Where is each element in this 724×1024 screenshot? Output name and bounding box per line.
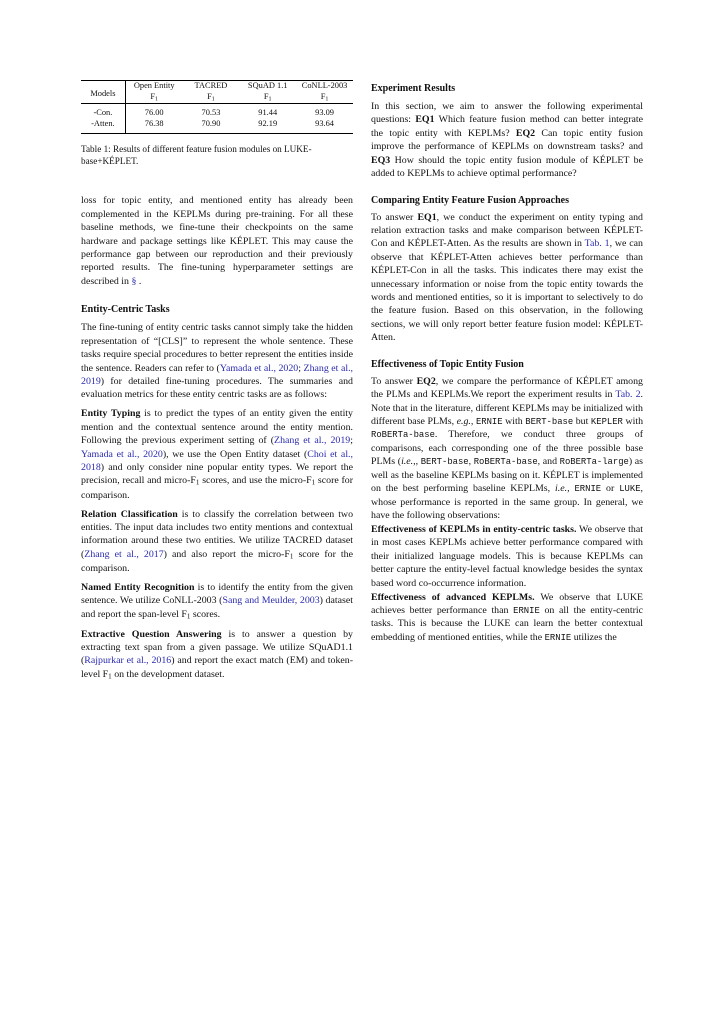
para-text: In this section, we aim to answer the following experimental questions: bbox=[371, 101, 643, 126]
model-name-bert-base: BERT-base bbox=[525, 417, 574, 428]
para-text: or bbox=[601, 483, 620, 495]
para-text: We observe that in most cases KEPLMs achieve better performance compared with their initialized language models. This is because KEPLMs can better capture the entity-level factual knowledge besides the syntax based word co-occurrence information. bbox=[371, 523, 643, 589]
table-row bbox=[81, 119, 353, 134]
two-column-layout bbox=[81, 80, 643, 682]
para-text: with bbox=[622, 416, 644, 428]
header-label-tacred: TACRED bbox=[194, 81, 228, 90]
para-text: score for comparison. bbox=[81, 475, 353, 501]
header-metric-tacred: $F_1$ bbox=[207, 91, 215, 102]
paragraph-eq1-answer bbox=[371, 211, 643, 345]
heading-comparing-fusion: Comparing Entity Feature Fusion Approaches bbox=[371, 194, 569, 206]
paragraph-lead-in: Effectiveness of advanced KEPLMs. bbox=[371, 591, 535, 603]
para-text: How should the topic entity fusion module of KÉPLET be added to KEPLMs to achieve optimal performance? bbox=[371, 154, 643, 180]
heading-entity-centric-tasks: Entity-Centric Tasks bbox=[81, 304, 170, 316]
para-text: , and bbox=[537, 456, 560, 468]
model-name-ernie: ERNIE bbox=[574, 484, 602, 495]
para-text: ) for detailed fine-tuning procedures. The summaries and evaluation metrics for these entity centric tasks are as follows: bbox=[81, 375, 353, 401]
cell-1-0: 76.38 bbox=[125, 119, 182, 134]
table-ref-link[interactable]: Tab. 2 bbox=[615, 389, 641, 401]
table-header-squad bbox=[239, 81, 296, 104]
caption-label: Table 1: bbox=[81, 143, 111, 154]
section-ref-link[interactable]: § bbox=[131, 275, 137, 287]
paragraph-relation-classification bbox=[81, 508, 353, 576]
question-label-eq1: EQ1 bbox=[417, 211, 437, 223]
para-text: ), we use the Open Entity dataset ( bbox=[162, 448, 308, 460]
para-text: ) as well as the baseline KEPLMs basing on it. KÉPLET is implemented on the best performing baseline KEPLMs, bbox=[371, 456, 644, 495]
paragraph-fine-tuning-entity-centric bbox=[81, 321, 353, 402]
citation-link[interactable]: Zhang et al., 2017 bbox=[84, 548, 164, 560]
model-name-roberta-base: RoBERTa-base bbox=[371, 430, 435, 441]
para-text: but bbox=[573, 416, 591, 428]
table-header-conll bbox=[296, 81, 353, 104]
para-text: utilizes the bbox=[571, 631, 617, 643]
para-text: Which feature fusion method can better integrate the topic entity with KEPLMs? bbox=[371, 114, 643, 139]
para-text: , bbox=[468, 456, 474, 468]
table-ref-link[interactable]: Tab. 1 bbox=[584, 238, 610, 250]
subscript: 1 bbox=[186, 612, 191, 621]
paragraph-loss-topic-entity bbox=[81, 194, 353, 288]
para-text: ) and also report the micro-F bbox=[163, 548, 290, 560]
para-text: on all the entity-centric tasks. This is because the LUKE can learn the better contextual embedding of mentioned entities, while the bbox=[371, 604, 643, 643]
model-name-bert-base: BERT-base bbox=[420, 457, 469, 468]
right-column bbox=[371, 80, 643, 644]
model-name-kepler: KEPLER bbox=[590, 417, 623, 428]
latin-abbrev: i.e., bbox=[401, 456, 416, 468]
para-text: ; bbox=[298, 362, 304, 374]
para-text: To answer bbox=[371, 375, 417, 387]
paragraph-entity-typing bbox=[81, 407, 353, 502]
para-text: ) and report the exact match (EM) and token-level F bbox=[81, 655, 353, 680]
table-header-row bbox=[81, 81, 353, 104]
para-text: Can topic entity fusion improve the performance of KEPLMs on downstream tasks? and bbox=[371, 127, 643, 153]
heading-experiment-results: Experiment Results bbox=[371, 83, 456, 94]
para-text: scores. bbox=[190, 608, 221, 620]
citation-link[interactable]: Choi et al., 2018 bbox=[81, 448, 353, 474]
heading-effectiveness-topic-entity-fusion: Effectiveness of Topic Entity Fusion bbox=[371, 358, 524, 370]
table-row bbox=[81, 104, 353, 119]
para-text: , whose performance is reported in the same group. In general, we have the following observations: bbox=[371, 483, 643, 521]
citation-link[interactable]: Rajpurkar et al., 2016 bbox=[84, 655, 172, 667]
table-header-models bbox=[81, 81, 125, 104]
header-label-squad: SQuAD 1.1 bbox=[247, 81, 288, 90]
para-text: score for the comparison. bbox=[81, 548, 353, 575]
table-caption bbox=[81, 143, 353, 167]
header-label-open-entity: Open Entity bbox=[133, 81, 175, 90]
para-text: is to classify the correlation between two entities. The input data includes two entity mentions and contextual information around these two entities. We utilize TACRED dataset ( bbox=[81, 508, 354, 560]
paragraph-lead-in: Relation Classification bbox=[81, 508, 178, 520]
cell-model-0: -Con. bbox=[81, 104, 125, 119]
para-text: scores, and use the micro-F bbox=[199, 475, 312, 487]
model-name-luke: LUKE bbox=[619, 484, 641, 495]
subscript: 1 bbox=[311, 479, 316, 487]
paragraph-effectiveness-advanced-keplms bbox=[371, 591, 643, 645]
citation-link[interactable]: Yamada et al., 2020 bbox=[219, 362, 299, 374]
para-text: ) and only consider nine popular entity types. We report the precision, recall and micro-F bbox=[81, 462, 353, 487]
cell-0-0: 76.00 bbox=[125, 104, 182, 119]
cell-0-1: 70.53 bbox=[183, 104, 240, 119]
latin-abbrev: e.g., bbox=[456, 416, 474, 428]
para-text: , we conduct the experiment on entity typing and relation extraction tasks and make comparison between KÉPLET-Con and KÉPLET-Atten. As the results are shown in bbox=[371, 211, 643, 250]
question-label-eq3: EQ3 bbox=[371, 154, 391, 166]
paper-page bbox=[81, 80, 643, 970]
para-text: We observe that LUKE achieves better performance than bbox=[371, 591, 643, 616]
paragraph-lead-in: Named Entity Recognition bbox=[81, 581, 195, 593]
paragraph-extractive-qa bbox=[81, 628, 353, 682]
results-table bbox=[81, 80, 353, 134]
subscript: 1 bbox=[289, 552, 294, 561]
citation-link[interactable]: Zhang et al., 2019 bbox=[274, 435, 351, 447]
para-text: loss for topic entity, and mentioned entity has already been complemented in the KEPLMs during pre-training. For all these baseline methods, we fine-tune their checkpoints on the same hardware and package settings like KÉPLET. This may cause the performance gap between our reproduction and their previously reported results. The fine-tuning hyperparameter settings are described in bbox=[81, 195, 353, 287]
paragraph-lead-in: Entity Typing bbox=[81, 408, 141, 420]
question-label-eq1: EQ1 bbox=[415, 114, 435, 126]
model-name-ernie: ERNIE bbox=[513, 605, 540, 616]
para-text-end: . bbox=[136, 275, 142, 287]
header-metric-conll: $F_1$ bbox=[320, 91, 329, 102]
header-metric-open-entity: $F_1$ bbox=[150, 91, 159, 102]
model-name-ernie: ERNIE bbox=[544, 632, 572, 643]
cell-1-3: 93.64 bbox=[296, 119, 353, 134]
paragraph-lead-in: Extractive Question Answering bbox=[81, 628, 222, 640]
header-label-conll: CoNLL-2003 bbox=[301, 81, 348, 90]
table-header-tacred bbox=[183, 81, 240, 104]
para-text: . Note that in the literature, different KEPLMs may be initialized with different base PLMs, bbox=[371, 389, 643, 428]
para-text: ) dataset and report the span-level F bbox=[81, 595, 353, 620]
cell-1-2: 92.19 bbox=[239, 119, 296, 134]
subscript: 1 bbox=[195, 479, 200, 487]
paragraph-effectiveness-keplms bbox=[371, 523, 643, 590]
paragraph-research-questions bbox=[371, 100, 643, 181]
para-text: , bbox=[415, 456, 421, 468]
cell-1-1: 70.90 bbox=[183, 119, 240, 134]
para-text: is to answer a question by extracting text span from a given passage. We utilize SQuAD1.1 ( bbox=[81, 628, 353, 667]
para-text: on the development dataset. bbox=[111, 668, 225, 680]
para-text: with bbox=[502, 416, 526, 428]
model-name-roberta-large: RoBERTa-large bbox=[559, 457, 629, 468]
cell-model-1: -Atten. bbox=[81, 119, 125, 134]
cell-0-3: 93.09 bbox=[296, 104, 353, 119]
citation-link[interactable]: Sang and Meulder, 2003 bbox=[222, 595, 320, 607]
results-table-block bbox=[81, 80, 353, 167]
citation-link[interactable]: Zhang et al., 2019 bbox=[81, 362, 354, 387]
question-label-eq2: EQ2 bbox=[416, 375, 436, 387]
para-text: is to predict the types of an entity given the entity mention and the contextual sentence around the entity mention. Following the previous experiment setting of ( bbox=[81, 408, 353, 447]
para-text: , we can observe that KÉPLET-Atten achieves better performance than KÉPLET-Con in all the tasks. This indicates there may exist the unnecessary information or noise from the topic entity towards the words and mentioned entities, so it is important to selectively to do the feature fusion. Based on this observation, in the following sections, we will only report better feature fusion model: KÉPLET-Atten. bbox=[371, 238, 643, 344]
para-text: The fine-tuning of entity centric tasks cannot simply take the hidden representation of “[CLS]” to represent the whole sentence. These tasks require special procedures to better represent the entities inside the sentence. Readers can refer to ( bbox=[81, 322, 353, 374]
model-name-ernie: ERNIE bbox=[475, 417, 503, 428]
caption-text: Results of different feature fusion modules on LUKE-base+KÉPLET. bbox=[81, 143, 312, 167]
latin-abbrev: i.e., bbox=[555, 483, 570, 495]
para-text: , we compare the performance of KÉPLET among the PLMs and KEPLMs.We report the experiment results in bbox=[371, 375, 643, 401]
para-text: . Therefore, we conduct three groups of comparisons, each corresponding one of the three possible base PLMs ( bbox=[371, 429, 643, 468]
para-text: is to identify the entity from the given sentence. We utilize CoNLL-2003 ( bbox=[81, 581, 353, 607]
model-name-roberta-base: RoBERTa-base bbox=[473, 457, 538, 468]
table-header-open-entity bbox=[125, 81, 182, 104]
paragraph-lead-in: Effectiveness of KEPLMs in entity-centric tasks. bbox=[371, 523, 577, 535]
header-label-models: Models bbox=[90, 89, 116, 98]
citation-link[interactable]: Yamada et al., 2020 bbox=[81, 448, 163, 460]
spacer bbox=[81, 173, 353, 183]
paragraph-named-entity-recognition bbox=[81, 581, 353, 622]
cell-0-2: 91.44 bbox=[239, 104, 296, 119]
header-metric-squad: $F_1$ bbox=[263, 91, 272, 102]
paragraph-eq2-answer bbox=[371, 375, 643, 523]
para-text: ; bbox=[350, 435, 353, 447]
question-label-eq2: EQ2 bbox=[515, 127, 536, 139]
para-text: To answer bbox=[371, 211, 418, 223]
subscript: 1 bbox=[108, 672, 112, 681]
left-column bbox=[81, 80, 353, 682]
